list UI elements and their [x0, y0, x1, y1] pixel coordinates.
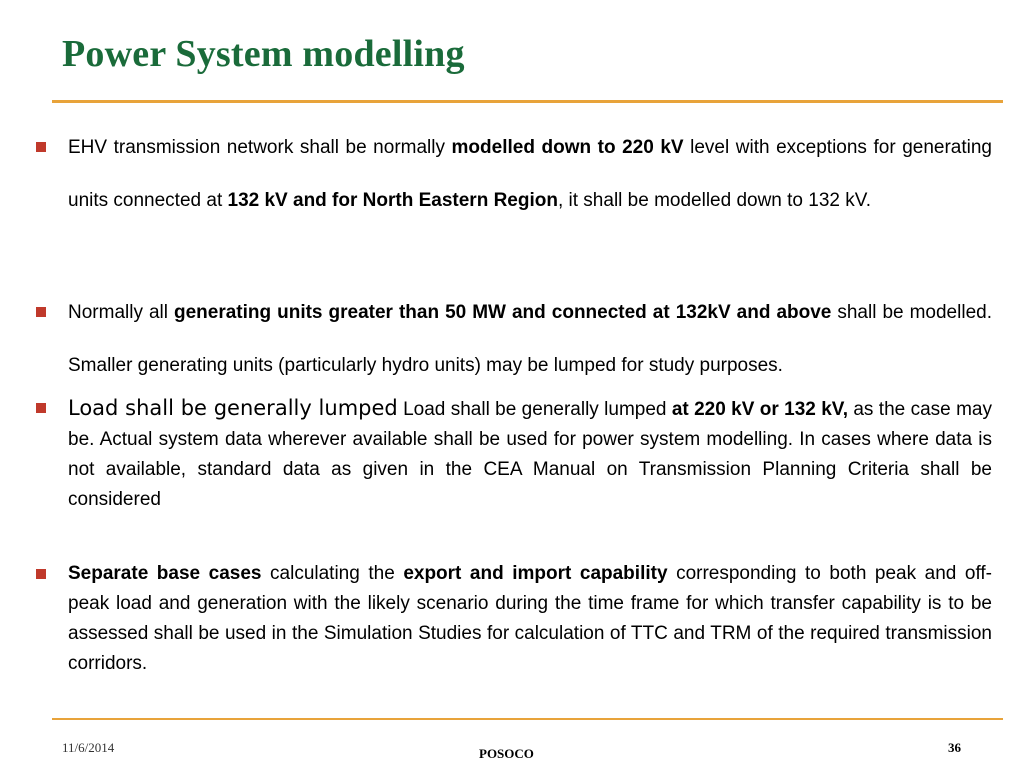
bullet-text	[68, 559, 992, 679]
bullet-text	[68, 121, 992, 227]
bullet-text	[68, 393, 992, 515]
text-run: , it shall be modelled down to 132 kV.	[557, 190, 871, 211]
title-divider	[52, 100, 1003, 103]
bold-text-run: at 220 kV or 132 kV,	[671, 399, 848, 420]
page-number: 36	[948, 740, 961, 755]
text-run: Load shall be generally lumped	[68, 396, 398, 420]
bold-text-run: export and import capability	[403, 563, 668, 584]
square-bullet-icon	[36, 403, 46, 413]
footer-date: 11/6/2014	[62, 740, 115, 755]
text-run: shall be modelled. Smaller generating units (particularly hydro units) may be lumped for study purposes.	[68, 302, 992, 376]
bold-text-run: Separate base cases	[68, 563, 262, 584]
footer-divider	[52, 718, 1003, 720]
text-run: Normally all	[68, 302, 174, 323]
square-bullet-icon	[36, 142, 46, 152]
square-bullet-icon	[36, 569, 46, 579]
text-run: Load shall be generally lumped	[397, 399, 672, 420]
text-run: calculating the	[261, 563, 404, 584]
slide-title: Power System modelling	[62, 33, 465, 75]
bold-text-run: generating units greater than 50 MW and connected at 132kV and above	[173, 302, 832, 323]
square-bullet-icon	[36, 307, 46, 317]
bold-text-run: modelled down to 220 kV	[451, 137, 684, 158]
footer-organization: POSOCO	[479, 746, 534, 761]
bullet-text	[68, 286, 992, 392]
bold-text-run: 132 kV and for North Eastern Region	[227, 190, 558, 211]
text-run: corresponding to both peak and off- peak load and generation with the likely scenario during the time frame for which transfer capability is to be assessed shall be used in the Simulation Studies for calculation of TTC and TRM of the required transmission corridors.	[68, 563, 993, 674]
text-run: as the case may be. Actual system data wherever available shall be used for power system modelling. In cases where data is not available, standard data as given in the CEA Manual on Transmission Planning Criteria shall be considered	[68, 399, 992, 510]
text-run: EHV transmission network shall be normally	[68, 137, 452, 158]
text-run: level with exceptions for generating units connected at	[68, 137, 992, 211]
